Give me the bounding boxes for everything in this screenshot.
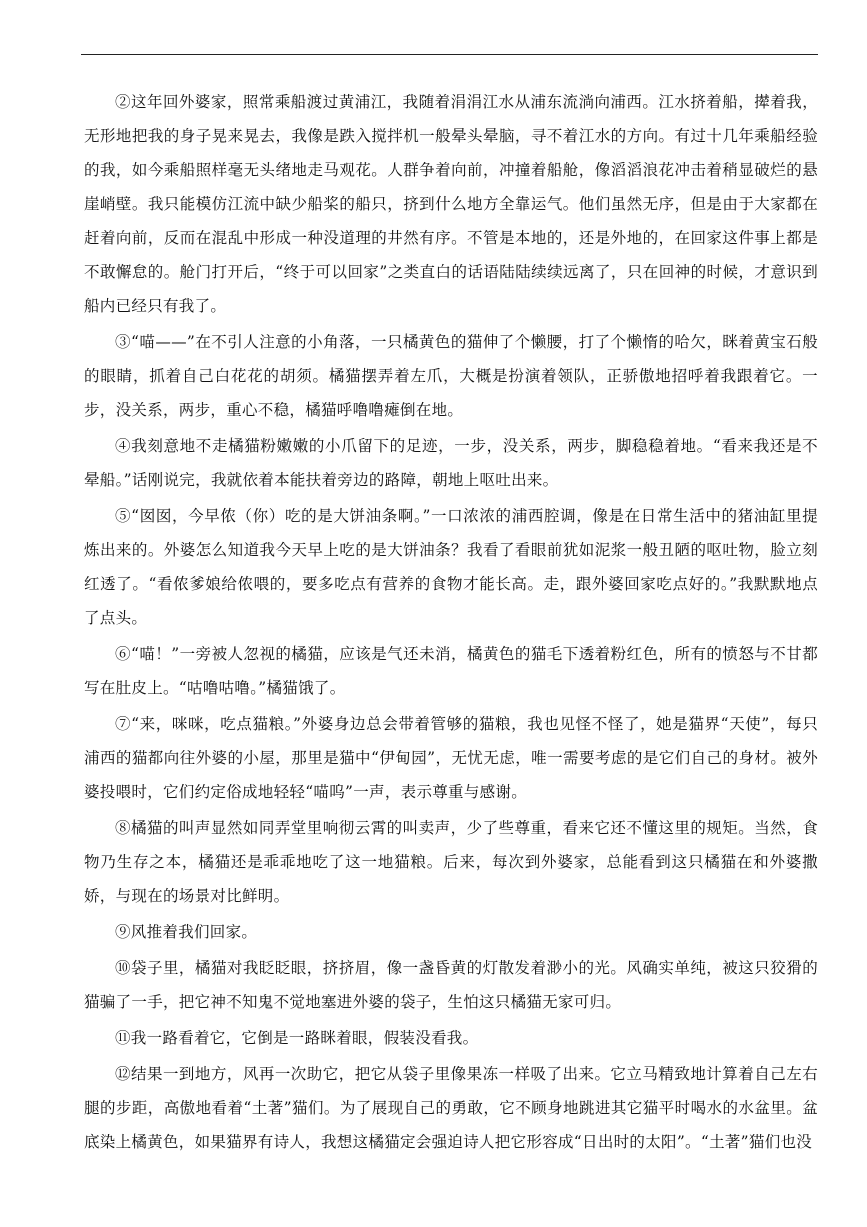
paragraph-11: ⑪我一路看着它，它倒是一路眯着眼，假装没看我。 [115, 1029, 479, 1047]
paragraph-3: ③“喵——”在不引人注意的小角落，一只橘黄色的猫伸了个懒腰，打了个懒惰的哈欠，眯着黄宝石般的眼睛，抓着自己白花花的胡须。橘猫摆弄着左爪，大概是扮演着领队，正骄傲地招呼着我跟着它。一步，没关系，两步，重心不稳，橘猫呼噜噜瘫倒在地。 [84, 333, 818, 419]
paragraph-12: ⑫结果一到地方，风再一次助它，把它从袋子里像果冻一样吸了出来。它立马精致地计算着自己左右腿的步距，高傲地看着“土著”猫们。为了展现自己的勇敢，它不顾身地跳进其它猫平时喝水的水盆里。盆底染上橘黄色，如果猫界有诗人，我想这橘猫定会强迫诗人把它形容成“日出时的太阳”。“土著”猫们也没 [84, 1065, 818, 1151]
article-body [84, 85, 818, 1161]
paragraph-4: ④我刻意地不走橘猫粉嫩嫩的小爪留下的足迹，一步，没关系，两步，脚稳稳着地。“看来我还是不晕船。”话刚说完，我就依着本能扶着旁边的路障，朝地上呕吐出来。 [84, 437, 818, 489]
paragraph-10: ⑩袋子里，橘猫对我眨眨眼，挤挤眉，像一盏昏黄的灯散发着渺小的光。风确实单纯，被这只狡猾的猫骗了一手，把它神不知鬼不觉地塞进外婆的袋子，生怕这只橘猫无家可归。 [84, 959, 818, 1011]
paragraph-7: ⑦“来，咪咪，吃点猫粮。”外婆身边总会带着管够的猫粮，我也见怪不怪了，她是猫界“天使”，每只浦西的猫都向往外婆的小屋，那里是猫中“伊甸园”，无忧无虑，唯一需要考虑的是它们自己的身材。被外婆投喂时，它们约定俗成地轻轻“喵呜”一声，表示尊重与感谢。 [84, 715, 818, 801]
paragraph-2: ②这年回外婆家，照常乘船渡过黄浦江，我随着涓涓江水从浦东流淌向浦西。江水挤着船，撵着我，无形地把我的身子晃来晃去，我像是跌入搅拌机一般晕头晕脑，寻不着江水的方向。有过十几年乘船经验的我，如今乘船照样毫无头绪地走马观花。人群争着向前，冲撞着船舱，像滔滔浪花冲击着稍显破烂的悬崖峭壁。我只能模仿江流中缺少船桨的船只，挤到什么地方全靠运气。他们虽然无序，但是由于大家都在赶着向前，反而在混乱中形成一种没道理的井然有序。不管是本地的，还是外地的，在回家这件事上都是不敢懈怠的。舱门打开后，“终于可以回家”之类直白的话语陆陆续续远离了，只在回神的时候，才意识到船内已经只有我了。 [84, 93, 818, 315]
paragraph-8: ⑧橘猫的叫声显然如同弄堂里响彻云霄的叫卖声，少了些尊重，看来它还不懂这里的规矩。当然，食物乃生存之本，橘猫还是乖乖地吃了这一地猫粮。后来，每次到外婆家，总能看到这只橘猫在和外婆撒娇，与现在的场景对比鲜明。 [84, 819, 818, 905]
paragraph-9: ⑨风推着我们回家。 [115, 923, 258, 941]
paragraph-6: ⑥“喵！”一旁被人忽视的橘猫，应该是气还未消，橘黄色的猫毛下透着粉红色，所有的愤怒与不甘都写在肚皮上。“咕噜咕噜。”橘猫饿了。 [84, 645, 818, 697]
header-rule [81, 54, 818, 55]
paragraph-5: ⑤“囡囡，今早侬（你）吃的是大饼油条啊。”一口浓浓的浦西腔调，像是在日常生活中的猪油缸里提炼出来的。外婆怎么知道我今天早上吃的是大饼油条？我看了看眼前犹如泥浆一般丑陋的呕吐物，脸立刻红透了。“看侬爹娘给侬喂的，要多吃点有营养的食物才能长高。走，跟外婆回家吃点好的。”我默默地点了点头。 [84, 507, 818, 627]
